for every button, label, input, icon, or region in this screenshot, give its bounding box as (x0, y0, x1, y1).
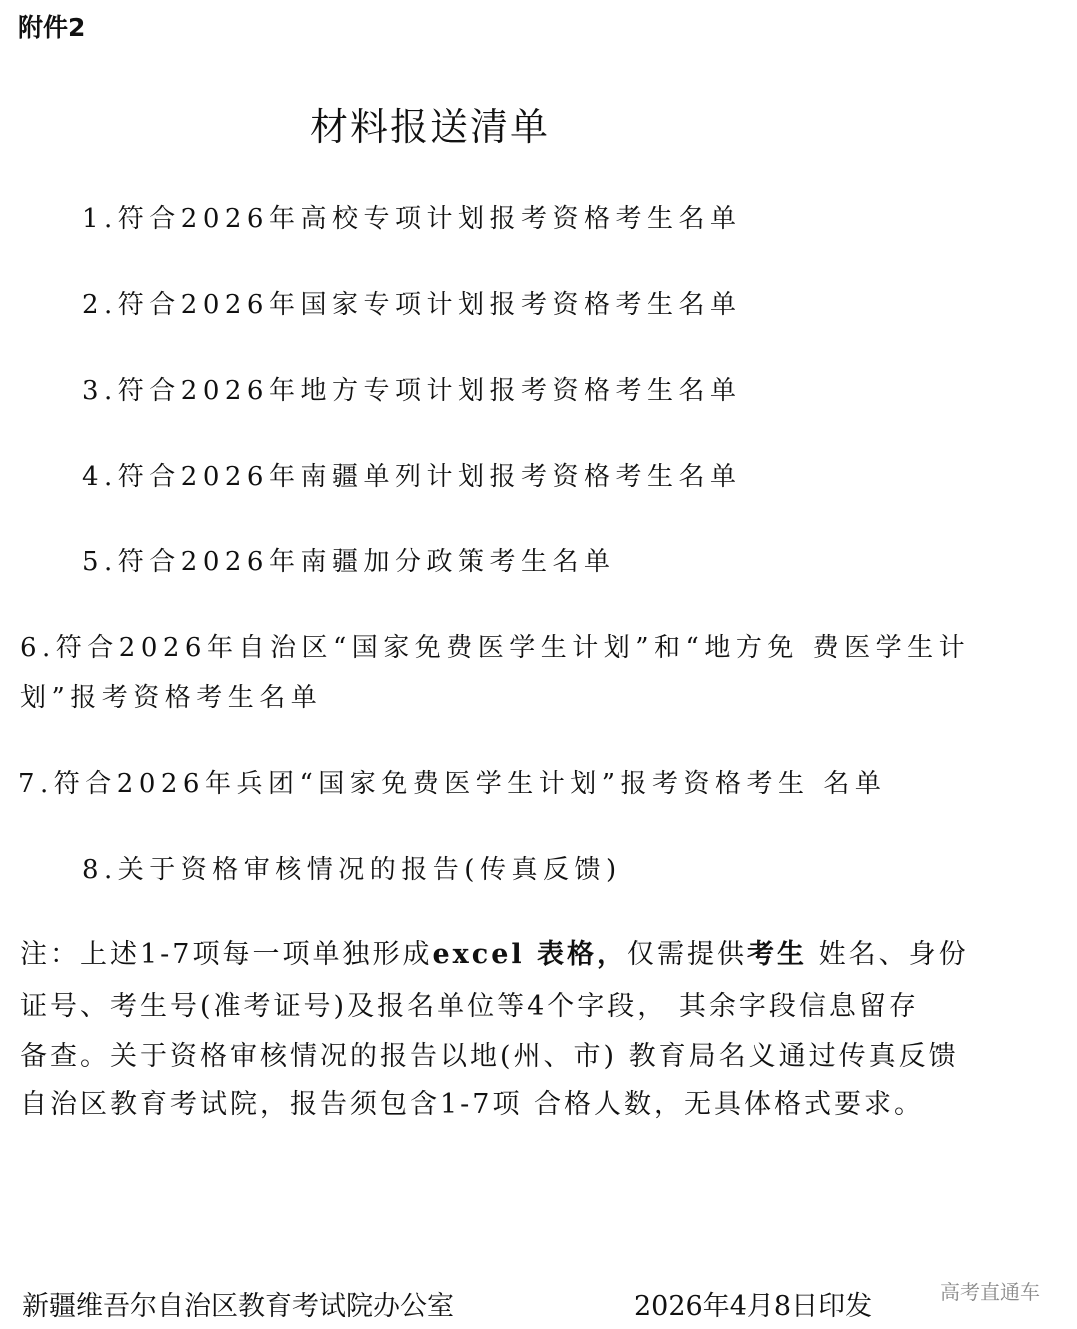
list-item-continuation: 划”报考资格考生名单 (20, 683, 323, 713)
list-item: 7.符合2026年兵团“国家免费医学生计划”报考资格考生 名单 (18, 769, 887, 799)
note-bold-text: excel 表格， (432, 939, 628, 970)
list-item: 1.符合2026年高校专项计划报考资格考生名单 (82, 204, 742, 234)
list-item: 8.关于资格审核情况的报告(传真反馈) (82, 855, 622, 885)
note-text: 姓名、身份 (807, 939, 969, 970)
list-item: 2.符合2026年国家专项计划报考资格考生名单 (82, 290, 742, 320)
issuer: 新疆维吾尔自治区教育考试院办公室 (22, 1291, 454, 1322)
note-line: 证号、考生号(准考证号)及报名单位等4个字段， 其余字段信息留存 (20, 991, 919, 1022)
attachment-label: 附件2 (18, 13, 86, 42)
note-bold-text: 考生 (747, 939, 808, 970)
document-title: 材料报送清单 (310, 105, 551, 149)
note-line: 备查。关于资格审核情况的报告以地(州、市) 教育局名义通过传真反馈 (20, 1041, 959, 1072)
issue-date: 2026年4月8日印发 (634, 1291, 873, 1322)
note-text: 注：上述1-7项每一项单独形成 (20, 939, 433, 970)
list-item: 5.符合2026年南疆加分政策考生名单 (82, 547, 616, 577)
note-line (20, 932, 969, 971)
list-item: 4.符合2026年南疆单列计划报考资格考生名单 (82, 462, 742, 492)
note-line: 自治区教育考试院，报告须包含1-7项 合格人数，无具体格式要求。 (20, 1089, 925, 1120)
watermark: 高考直通车 (940, 1280, 1040, 1304)
note-text: 仅需提供 (627, 939, 748, 970)
list-item: 6.符合2026年自治区“国家免费医学生计划”和“地方免 费医学生计 (20, 633, 971, 663)
list-item: 3.符合2026年地方专项计划报考资格考生名单 (82, 376, 742, 406)
